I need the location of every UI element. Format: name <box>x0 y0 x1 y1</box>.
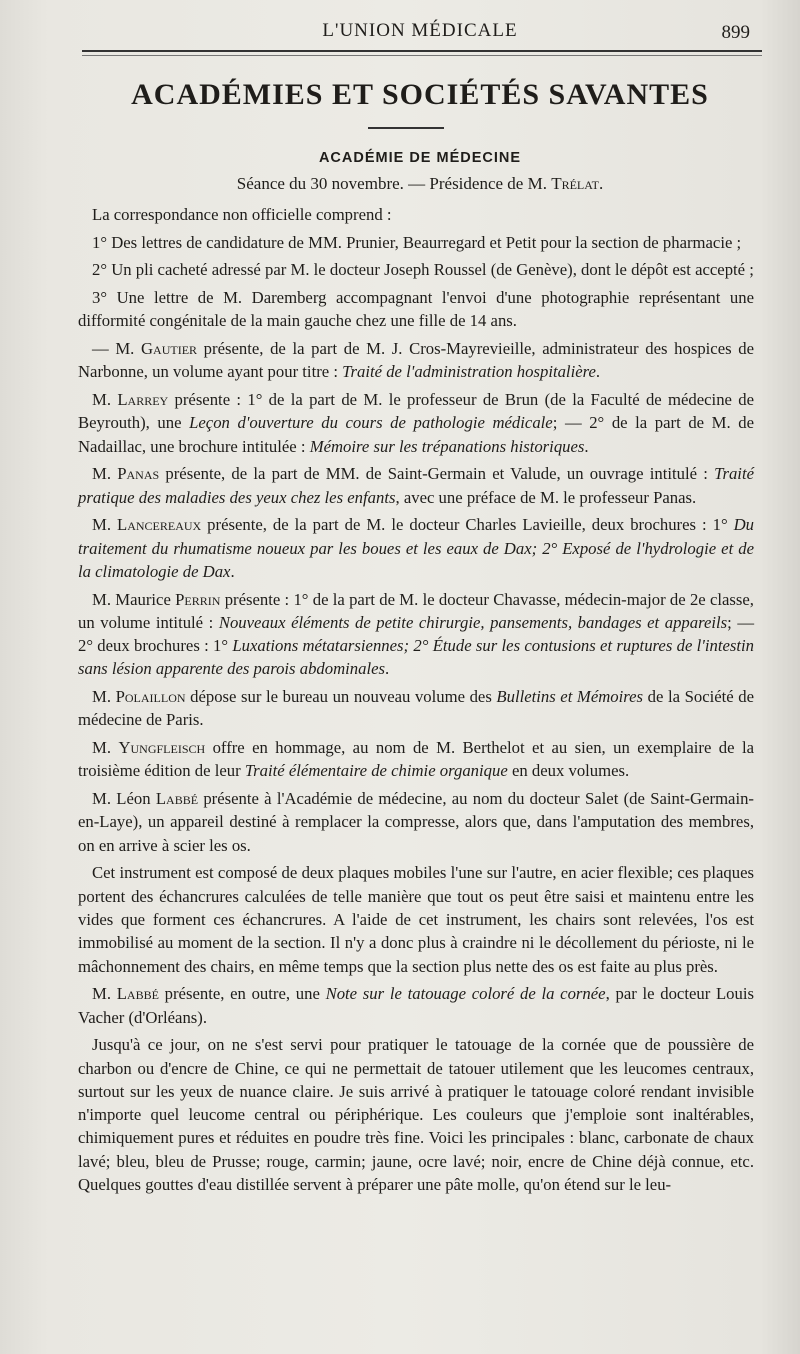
paragraph-p12 <box>78 787 754 857</box>
paragraph-p6 <box>78 388 754 458</box>
paragraph-run: présente, de la part de MM. de Saint-Germain et Valude, un ouvrage intitulé : <box>159 464 715 484</box>
paragraph-run: Panas <box>117 464 160 484</box>
paragraph-run: Mémoire sur les trépanations historiques <box>309 436 585 456</box>
paragraph-run: 2° Un pli cacheté adressé par M. le docteur Joseph Roussel (de Genève), dont le dépôt est accepté ; <box>92 260 754 280</box>
paragraph-run: , par le docteur Louis Vacher (d'Orléans). <box>78 984 755 1027</box>
paragraph-run: en deux volumes. <box>507 761 630 781</box>
paragraph-p5 <box>78 337 754 384</box>
session-line <box>80 174 760 194</box>
paragraph-run: 1° Des lettres de candidature de MM. Prunier, Beaurregard et Petit pour la section de pharmacie ; <box>92 232 742 252</box>
paragraph-run: Cet instrument est composé de deux plaques mobiles l'une sur l'autre, en acier flexible; ces plaques portent des échancrures calculées de telle manière que tout os peut être saisi et maintenu entre les vides que forment ces échancrures. A l'aide de cet instrument, les chairs sont relevées, l'os est immobilisé au moment de la section. Il n'y a donc plus à craindre ni le décollement du périoste, ni le mâchonnement des chairs, en même temps que la section plus nette des os est faite au plus près. <box>78 863 754 976</box>
paragraph-run: Du traitement du rhumatisme noueux par les boues et les eaux de Dax; 2° Exposé de l'hydrologie et de la climatologie de Dax <box>78 515 754 581</box>
paragraph-run: Traité élémentaire de chimie organique <box>244 761 508 781</box>
paragraph-run: ; — 2° de la part de M. de Nadaillac, une brochure intitulée : <box>78 413 754 456</box>
paragraph-p1 <box>78 203 754 226</box>
paragraph-run: Traité pratique des maladies des yeux chez les enfants <box>78 464 754 507</box>
paragraph-run: . <box>584 436 589 456</box>
paragraph-p9 <box>78 588 754 681</box>
paragraph-p14 <box>78 982 754 1029</box>
paragraph-run: Nouveaux éléments de petite chirurgie, pansements, bandages et appareils <box>218 612 728 632</box>
paragraph-run: présente, de la part de M. J. Cros-Mayrevieille, administrateur des hospices de Narbonne, un volume ayant pour titre : <box>78 339 754 382</box>
paragraph-run: M. <box>92 738 119 758</box>
paragraph-run: Lancereaux <box>117 515 202 535</box>
paragraph-run: de la Société de médecine de Paris. <box>78 687 755 730</box>
paragraph-run: . <box>595 362 601 382</box>
paragraph-run: M. <box>92 464 118 484</box>
paragraph-run: M. <box>92 390 118 410</box>
paragraph-run: , avec une préface de M. le professeur Panas. <box>395 487 697 507</box>
paragraph-run: présente : 1° de la part de M. le docteur Chavasse, médecin-major de 2e classe, un volume intitulé : <box>78 589 754 632</box>
paragraph-run: M. <box>92 984 117 1004</box>
header-rule <box>82 50 762 52</box>
paragraph-run: . <box>385 659 390 679</box>
journal-title: L'UNION MÉDICALE <box>322 20 518 41</box>
paragraph-run: Traité de l'administration hospitalière <box>342 362 596 382</box>
title-rule <box>368 127 444 129</box>
subsection-title: ACADÉMIE DE MÉDECINE <box>318 150 522 166</box>
page-number: 899 <box>721 22 750 43</box>
president-name: Trélat <box>551 174 599 193</box>
paragraph-run: dépose sur le bureau un nouveau volume des <box>185 687 497 707</box>
paragraph-run: Perrin <box>175 589 221 609</box>
paragraph-run: Jusqu'à ce jour, on ne s'est servi pour pratiquer le tatouage de la cornée que de poussière de charbon ou d'encre de Chine, ce qui ne permettait de tatouer utilement que les leucomes centraux, surtout sur les yeux de nuance claire. Je suis arrivé à pratiquer le tatouage coloré rendant invisible n'importe quel leucome central ou périphérique. Les couleurs que j'emploie sont inaltérables, chimiquement pures et réduites en poudre très fine. Voici les principales : blanc, carbonate de chaux lavé; bleu, bleu de Prusse; rouge, carmin; jaune, ocre lavé; noir, encre de Chine déjà connue, etc. Quelques gouttes d'eau distillée servent à préparer une pâte molle, qu'on étend sur le leu- <box>78 1035 754 1195</box>
session-end: . <box>598 174 604 193</box>
article-body <box>78 203 754 1201</box>
paragraph-p2 <box>78 231 754 254</box>
paragraph-p4 <box>78 286 754 333</box>
paragraph-p3 <box>78 258 754 281</box>
paragraph-run: Yungfleisch <box>118 738 206 758</box>
paragraph-run: offre en hommage, au nom de M. Berthelot et au sien, un exemplaire de la troisième édition de leur <box>78 738 755 781</box>
paragraph-run: Bulletins et Mémoires <box>496 687 644 707</box>
session-text: Séance du 30 novembre. — Présidence de M. <box>236 174 552 193</box>
paragraph-run: — M. <box>92 339 141 359</box>
paragraph-run: . <box>230 561 235 581</box>
paragraph-p13 <box>78 861 754 977</box>
paragraph-p11 <box>78 736 754 783</box>
paragraph-run: Polaillon <box>115 687 186 707</box>
paragraph-run: présente : 1° de la part de M. le professeur de Brun (de la Faculté de médecine de Beyrouth), une <box>78 390 754 433</box>
section-title: ACADÉMIES ET SOCIÉTÉS SAVANTES <box>131 78 709 111</box>
paragraph-run: M. <box>92 687 116 707</box>
paragraph-run: La correspondance non officielle comprend : <box>92 205 392 224</box>
paragraph-run: Gautier <box>140 339 198 359</box>
paragraph-run: M. <box>92 515 117 535</box>
paragraph-run: M. Maurice <box>92 589 176 609</box>
paragraph-run: présente, de la part de M. le docteur Charles Lavieille, deux brochures : 1° <box>201 515 734 535</box>
paragraph-run: M. Léon <box>92 789 156 809</box>
running-head <box>80 20 760 46</box>
paragraph-p15 <box>78 1033 754 1196</box>
paragraph-run: ; — 2° deux brochures : 1° <box>78 612 755 656</box>
paragraph-p10 <box>78 685 754 732</box>
paragraph-run: 3° Une lettre de M. Daremberg accompagnant l'envoi d'une photographie représentant une difformité congénitale de la main gauche chez une fille de 14 ans. <box>78 288 754 331</box>
paragraph-run: présente, en outre, une <box>158 984 326 1004</box>
paragraph-run: Labbé <box>116 984 159 1004</box>
paragraph-run: Leçon d'ouverture du cours de pathologie médicale <box>189 413 553 433</box>
paragraph-run: Labbé <box>155 789 199 809</box>
paragraph-p8 <box>78 513 754 583</box>
paragraph-p7 <box>78 462 754 509</box>
paragraph-run: Luxations métatarsiennes; 2° Étude sur les contusions et ruptures de l'intestin sans lésion apparente des parois abdominales <box>78 636 754 679</box>
paragraph-run: présente à l'Académie de médecine, au nom du docteur Salet (de Saint-Germain-en-Laye), un appareil destiné à remplacer la compresse, alors que, dans l'amputation des membres, on en arrive à scier les os. <box>78 789 754 855</box>
header-rule-thin <box>82 55 762 56</box>
paragraph-run: Larrey <box>117 390 169 410</box>
paragraph-run: Note sur le tatouage coloré de la cornée <box>325 984 606 1004</box>
